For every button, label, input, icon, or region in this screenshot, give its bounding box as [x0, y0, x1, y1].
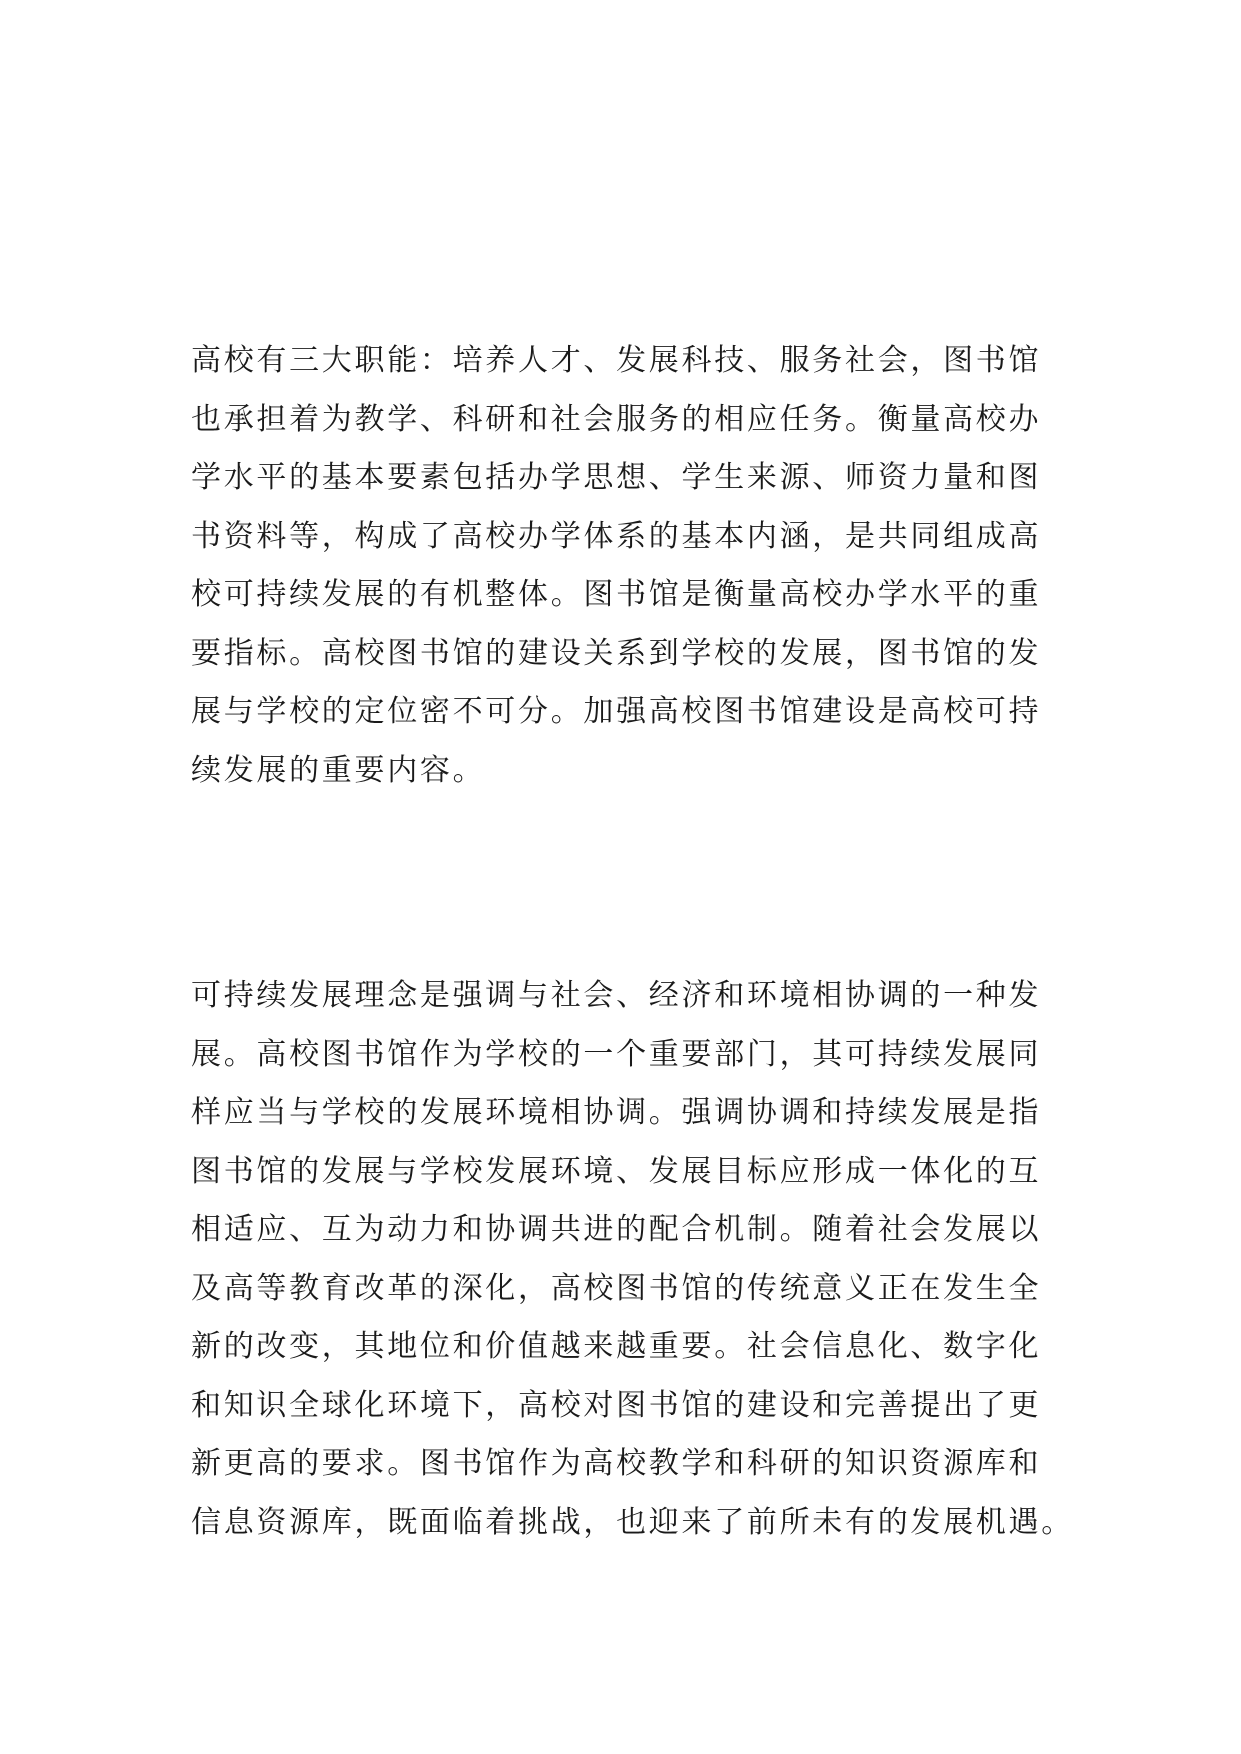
- text-line: 展。高校图书馆作为学校的一个重要部门，其可持续发展同: [191, 1036, 1042, 1072]
- text-line: 和知识全球化环境下，高校对图书馆的建设和完善提出了更: [191, 1387, 1042, 1423]
- text-line: 校可持续发展的有机整体。图书馆是衡量高校办学水平的重: [191, 577, 1042, 612]
- text-line: 高校有三大职能：培养人才、发展科技、服务社会，图书馆: [191, 343, 1042, 378]
- text-line: 展与学校的定位密不可分。加强高校图书馆建设是高校可持: [191, 694, 1042, 729]
- text-line: 续发展的重要内容。: [191, 752, 486, 788]
- text-line: 新的改变，其地位和价值越来越重要。社会信息化、数字化: [191, 1329, 1042, 1364]
- text-line: 要指标。高校图书馆的建设关系到学校的发展，图书馆的发: [191, 635, 1042, 671]
- text-line: 相适应、互为动力和协调共进的配合机制。随着社会发展以: [191, 1212, 1042, 1247]
- text-line: 书资料等，构成了高校办学体系的基本内涵，是共同组成高: [191, 518, 1042, 554]
- text-line: 图书馆的发展与学校发展环境、发展目标应形成一体化的互: [191, 1153, 1042, 1189]
- text-line: 信息资源库，既面临着挑战，也迎来了前所未有的发展机遇。: [191, 1504, 1074, 1540]
- text-line: 可持续发展理念是强调与社会、经济和环境相协调的一种发: [191, 978, 1042, 1013]
- text-line: 及高等教育改革的深化，高校图书馆的传统意义正在发生全: [191, 1270, 1042, 1306]
- paragraph-2: [191, 967, 1074, 1552]
- text-line: 样应当与学校的发展环境相协调。强调协调和持续发展是指: [191, 1095, 1042, 1130]
- text-line: 也承担着为教学、科研和社会服务的相应任务。衡量高校办: [191, 401, 1042, 437]
- text-line: 学水平的基本要素包括办学思想、学生来源、师资力量和图: [191, 460, 1042, 495]
- paragraph-1: [191, 332, 1061, 800]
- text-line: 新更高的要求。图书馆作为高校教学和科研的知识资源库和: [191, 1446, 1042, 1481]
